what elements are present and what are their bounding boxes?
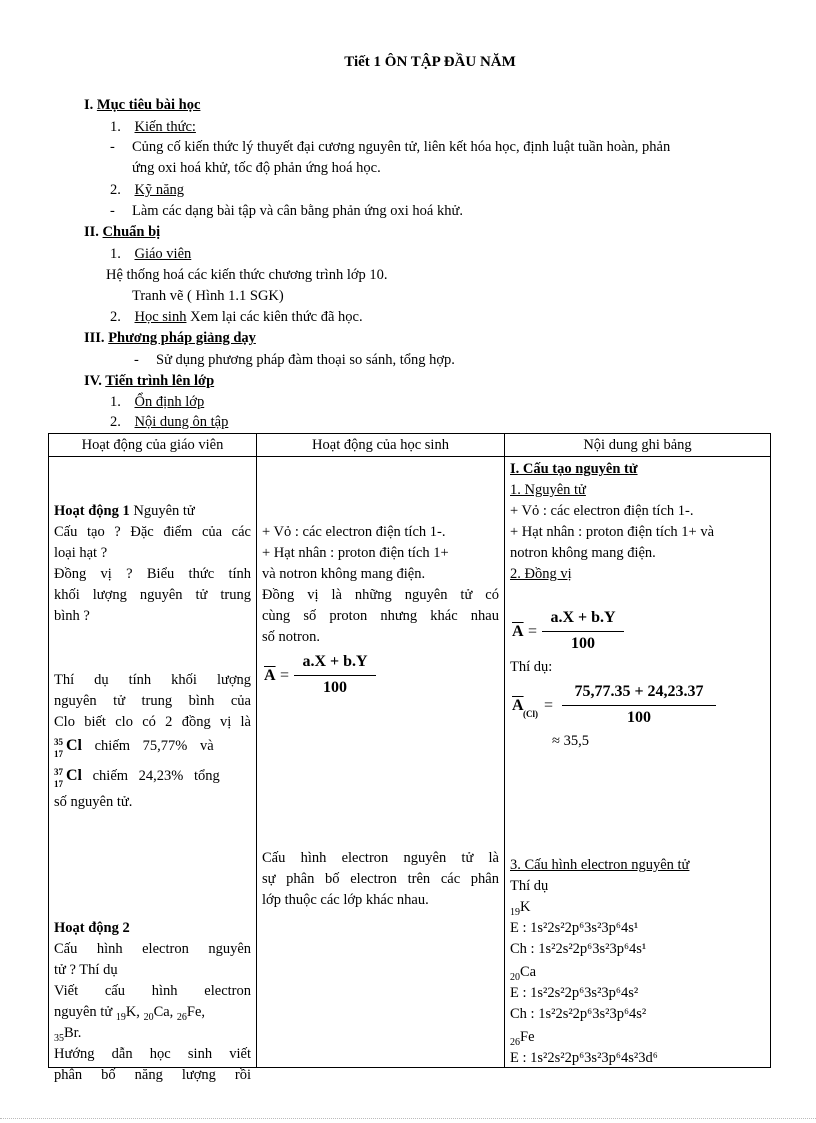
activity-topic: Nguyên tử [129, 503, 195, 519]
formula-numerator: 75,77.35 + 24,23.37 [574, 683, 704, 700]
board-text: Thí dụ: [510, 659, 553, 675]
giao-vien-line-1: Hệ thống hoá các kiến thức chương trình lớp 10. [106, 267, 388, 283]
board-text: notron không mang điện. [510, 545, 656, 561]
item-title: Nội dung ôn tập [134, 414, 229, 430]
teacher-text: loại hạt ? [54, 545, 108, 561]
teacher-text: nguyên tử [54, 1004, 116, 1020]
teacher-text: phân bố năng lượng rồi [54, 1067, 251, 1083]
teacher-text: chiếm 24,23% tổng [82, 768, 220, 784]
electron-config: Ch : 1s²2s²2p⁶3s²3p⁶4s² [510, 1006, 647, 1022]
approx-result: ≈ 35,5 [552, 733, 589, 749]
board-column [505, 457, 771, 1068]
board-subsection [510, 480, 765, 501]
isotope-cl37-line [54, 765, 251, 787]
header-student: Hoạt động của học sinh [257, 434, 505, 457]
student-text: + Vỏ : các electron điện tích 1-. [262, 524, 446, 540]
student-text: Cấu hình electron nguyên tử là [262, 850, 499, 866]
bullet-dash: - [110, 203, 115, 219]
teacher-text: bình ? [54, 608, 90, 624]
activity-1-title [54, 501, 251, 522]
atomic-number: 19 [510, 906, 520, 918]
element-symbol: Cl [66, 737, 82, 754]
item-title: Kiến thức: [134, 119, 196, 135]
formula-symbol: $\overline{A}$ [512, 697, 524, 714]
table-header-row [49, 434, 771, 457]
electron-config: Ch : 1s²2s²2p⁶3s²3p⁶4s¹ [510, 941, 647, 957]
element-symbol: Cl [66, 767, 82, 784]
atomic-number: 35 [54, 1032, 64, 1044]
item-ky-nang [110, 180, 184, 200]
header-teacher: Hoạt động của giáo viên [49, 434, 257, 457]
electron-config: E : 1s²2s²2p⁶3s²3p⁶4s²3d⁶ [510, 1050, 658, 1066]
section-4-heading [84, 371, 214, 391]
item-on-dinh [110, 392, 204, 412]
board-subsection [510, 855, 765, 876]
activity-label: Hoạt động 1 [54, 503, 130, 519]
item-number: 2. [110, 182, 121, 198]
average-mass-formula [512, 609, 624, 659]
board-section-1 [510, 459, 765, 480]
item-number: 1. [110, 119, 121, 135]
phuong-phap-line-1: Sử dụng phương pháp đàm thoại so sánh, tổng hợp. [156, 352, 455, 368]
teacher-text: Hướng dẫn học sinh viết [54, 1046, 251, 1062]
board-subheading: 1. Nguyên tử [510, 482, 586, 498]
student-text: và notron không mang điện. [262, 566, 426, 582]
formula-symbol: $\overline{A}$ [512, 623, 524, 640]
lesson-table [48, 433, 771, 1083]
formula-subscript: (Cl) [523, 709, 538, 719]
header-board: Nội dung ghi bảng [505, 434, 771, 457]
teacher-text: Thí dụ tính khối lượng [54, 672, 251, 688]
student-text: số notron. [262, 629, 320, 645]
teacher-text: chiếm 75,77% và [82, 738, 214, 754]
activity-2-title: Hoạt động 2 [54, 920, 130, 936]
page-title: Tiết 1 ÔN TẬP ĐẦU NĂM [344, 54, 516, 70]
formula-denominator: 100 [627, 709, 651, 726]
section-2-heading [84, 222, 160, 242]
electron-config: E : 1s²2s²2p⁶3s²3p⁶4s¹ [510, 920, 639, 936]
formula-numerator: a.X + b.Y [550, 609, 616, 626]
item-title: Học sinh [134, 309, 187, 325]
section-1-heading [84, 95, 200, 115]
element-symbol: Fe [520, 1029, 535, 1045]
item-number: 2. [110, 309, 121, 325]
board-subheading: 3. Cấu hình electron nguyên tử [510, 857, 690, 873]
bullet-dash: - [110, 139, 115, 155]
isotope-cl35-line [54, 735, 251, 757]
item-noi-dung [110, 412, 253, 432]
teacher-text: Cấu tạo ? Đặc điểm của các [54, 524, 251, 540]
isotope-notation [54, 735, 72, 759]
board-text: + Vỏ : các electron điện tích 1-. [510, 503, 694, 519]
element-symbol: Br. [64, 1025, 82, 1041]
section-1-title: Mục tiêu bài học [96, 97, 201, 113]
atomic-number: 17 [54, 779, 63, 789]
element-symbol: Fe, [186, 1004, 206, 1020]
formula-numerator: a.X + b.Y [302, 653, 368, 670]
atomic-number: 26 [176, 1011, 187, 1023]
formula-equals: = [528, 623, 538, 640]
item-text: Xem lại các kiên thức đã học. [186, 309, 363, 325]
kien-thuc-line-2: ứng oxi hoá khử, tốc độ phản ứng hoá học. [132, 160, 381, 176]
item-hoc-sinh [110, 307, 363, 327]
item-giao-vien [110, 244, 191, 264]
element-symbol: K, [125, 1004, 144, 1020]
board-heading: I. Cấu tạo nguyên tử [510, 461, 638, 477]
formula-equals: = [544, 697, 554, 714]
item-number: 1. [110, 394, 121, 410]
isotope-notation [54, 765, 72, 789]
element-symbol: Ca [520, 964, 537, 980]
mass-number: 35 [54, 737, 63, 747]
formula-symbol: $\overline{A}$ [264, 667, 276, 684]
board-subheading: 2. Đồng vị [510, 566, 572, 582]
item-title: Kỹ năng [134, 182, 185, 198]
section-1-number: I. [84, 97, 94, 113]
teacher-text: Clo biết clo có 2 đồng vị là [54, 714, 251, 730]
atomic-number: 17 [54, 749, 63, 759]
kien-thuc-line-1: Củng cố kiến thức lý thuyết đại cương nguyên tử, liên kết hóa học, định luật tuần hoàn, phản [132, 139, 671, 155]
atomic-number: 20 [510, 971, 520, 983]
teacher-text: Cấu hình electron nguyên [54, 941, 251, 957]
student-text: sự phân bố electron trên các phân [262, 871, 499, 887]
item-title: Giáo viên [134, 246, 192, 262]
atomic-number: 26 [510, 1036, 520, 1048]
atomic-number: 20 [143, 1011, 154, 1023]
teacher-text: số nguyên tử. [54, 794, 133, 810]
chlorine-mass-formula [512, 683, 716, 735]
student-text: Đồng vị là những nguyên tử có [262, 587, 499, 603]
fraction-bar [562, 705, 716, 706]
atomic-number: 19 [115, 1011, 126, 1023]
element-symbol: K [520, 899, 531, 915]
board-text: Thí dụ [510, 878, 549, 894]
section-2-title: Chuẩn bị [102, 224, 161, 240]
giao-vien-line-2: Tranh vẽ ( Hình 1.1 SGK) [132, 288, 284, 304]
table-row [49, 457, 771, 1068]
page-bottom-rule [0, 1118, 816, 1119]
teacher-text: khối lượng nguyên tử trung [54, 587, 251, 603]
average-mass-formula [264, 653, 376, 703]
item-number: 2. [110, 414, 121, 430]
board-text: + Hạt nhân : proton điện tích 1+ và [510, 524, 715, 540]
section-2-number: II. [84, 224, 99, 240]
student-text: + Hạt nhân : proton điện tích 1+ [262, 545, 449, 561]
element-symbol: Ca, [153, 1004, 177, 1020]
item-kien-thuc [110, 117, 196, 137]
teacher-text: Viết cấu hình electron [54, 983, 251, 999]
formula-denominator: 100 [571, 635, 595, 652]
fraction-bar [294, 675, 376, 676]
bullet-dash: - [134, 352, 139, 368]
section-3-title: Phương pháp giảng dạy [108, 330, 256, 346]
electron-config: E : 1s²2s²2p⁶3s²3p⁶4s² [510, 985, 639, 1001]
teacher-text: Đồng vị ? Biểu thức tính [54, 566, 251, 582]
ky-nang-line-1: Làm các dạng bài tập và cân bằng phản ứng oxi hoá khử. [132, 203, 463, 219]
section-3-heading [84, 328, 256, 348]
section-3-number: III. [84, 330, 105, 346]
item-number: 1. [110, 246, 121, 262]
fraction-bar [542, 631, 624, 632]
section-4-title: Tiến trình lên lớp [105, 373, 215, 389]
formula-equals: = [280, 667, 290, 684]
teacher-column [49, 457, 257, 1083]
section-4-number: IV. [84, 373, 102, 389]
board-subsection [510, 564, 765, 585]
student-text: lớp thuộc các lớp khác nhau. [262, 892, 429, 908]
item-title: Ổn định lớp [134, 394, 205, 410]
student-text: cùng số proton nhưng khác nhau [262, 608, 499, 624]
teacher-text: nguyên tử trung bình của [54, 693, 251, 709]
student-column [257, 457, 505, 1068]
mass-number: 37 [54, 767, 63, 777]
formula-denominator: 100 [323, 679, 347, 696]
teacher-text: tử ? Thí dụ [54, 962, 118, 978]
